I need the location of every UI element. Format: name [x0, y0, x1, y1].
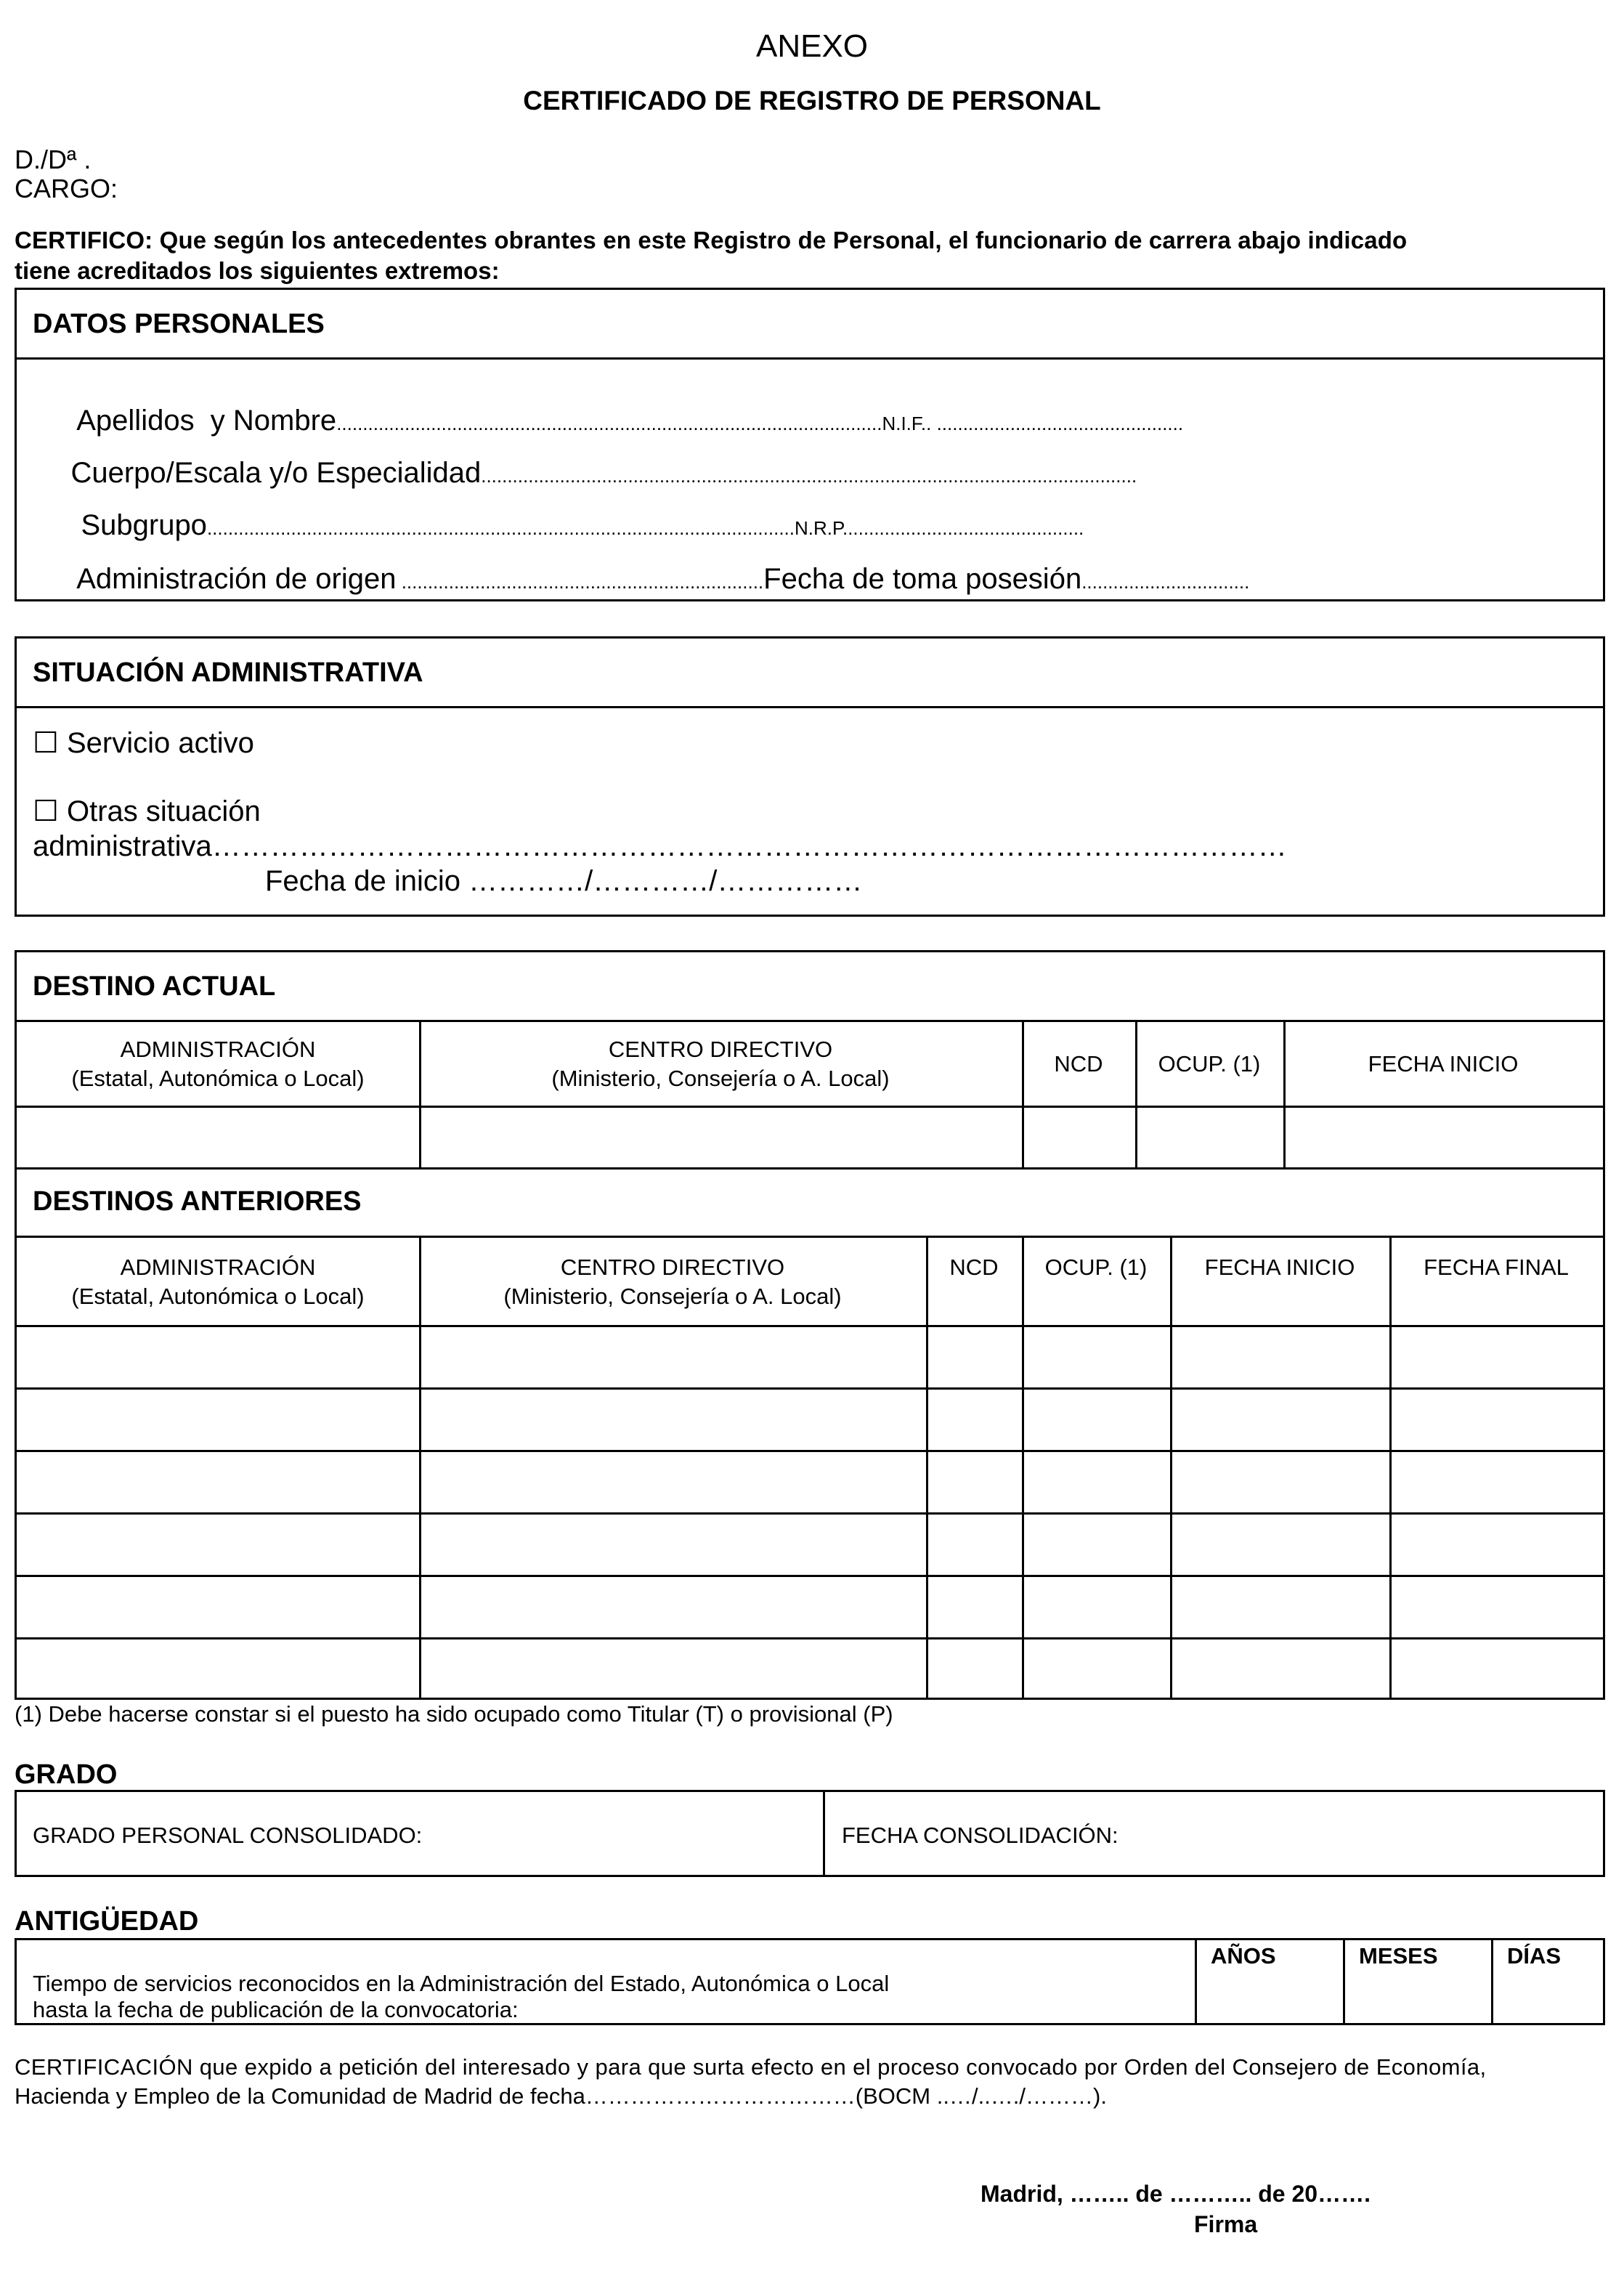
destinos-anteriores-row[interactable] — [17, 1577, 1603, 1637]
administracion-label: Administración de origen — [76, 563, 397, 595]
destino-actual-admin-cell[interactable] — [17, 1108, 419, 1167]
destino-actual-col-ncd: NCD — [1054, 1051, 1103, 1077]
destino-actual-title: DESTINO ACTUAL — [33, 971, 276, 1002]
dias-cell[interactable] — [1493, 1972, 1603, 2023]
nif-dots: ............................................... — [931, 413, 1184, 434]
col-line — [823, 1792, 825, 1875]
grado-personal-field[interactable]: GRADO PERSONAL CONSOLIDADO: — [33, 1823, 423, 1848]
certifico-line-1: CERTIFICO: Que según los antecedentes obrantes en este Registro de Personal, el funcionario de carrera abajo indicado — [15, 227, 1408, 254]
apellidos-dots: ........................................................................................................ — [336, 413, 882, 434]
otras-situacion-field[interactable]: administrativa………………………………………………………………………………………………… — [33, 830, 1287, 862]
destinos-anteriores-col-ocup: OCUP. (1) — [1044, 1254, 1148, 1280]
footnote: (1) Debe hacerse constar si el puesto ha sido ocupado como Titular (T) o provisional (P) — [15, 1701, 893, 1727]
destino-actual-col-fecha-inicio: FECHA INICIO — [1368, 1051, 1519, 1077]
servicio-activo-checkbox[interactable]: ☐ Servicio activo — [33, 727, 254, 759]
nrp-dots: .............................................. — [842, 517, 1084, 539]
certifico-line-2: tiene acreditados los siguientes extremos: — [15, 257, 500, 284]
meses-label: MESES — [1359, 1943, 1438, 1969]
cuerpo-label: Cuerpo/Escala y/o Especialidad — [70, 457, 482, 489]
grado-title: GRADO — [15, 1759, 118, 1790]
subgrupo-label: Subgrupo — [81, 509, 207, 541]
anos-cell[interactable] — [1197, 1972, 1343, 2023]
nif-label: N.I.F.. — [882, 413, 932, 434]
subgrupo-dots: ................................................................................................................ — [206, 517, 795, 539]
destino-actual-col-centro: CENTRO DIRECTIVO (Ministerio, Consejería o A. Local) — [551, 1037, 890, 1091]
cargo-label: CARGO: — [15, 174, 118, 203]
apellidos-label: Apellidos y Nombre — [76, 405, 337, 437]
datos-personales-section — [15, 288, 1605, 601]
lugar-fecha: Madrid, …….. de ……….. de 20……. — [981, 2181, 1371, 2207]
destino-actual-ocup-cell[interactable] — [1137, 1108, 1283, 1167]
destinos-anteriores-row[interactable] — [17, 1639, 1603, 1698]
administracion-dots: ..................................................................... — [396, 571, 764, 593]
fecha-inicio-field[interactable]: Fecha de inicio …………/…………/…………… — [265, 865, 863, 897]
document-title: CERTIFICADO DE REGISTRO DE PERSONAL — [523, 86, 1101, 115]
dias-label: DÍAS — [1507, 1943, 1562, 1969]
fecha-toma-dots: ................................ — [1081, 571, 1250, 593]
row-line — [17, 1167, 1603, 1170]
dd-label: D./Dª . — [15, 145, 92, 174]
destinos-anteriores-row[interactable] — [17, 1327, 1603, 1387]
fecha-consolidacion-field[interactable]: FECHA CONSOLIDACIÓN: — [842, 1823, 1118, 1848]
antiguedad-text-1: Tiempo de servicios reconocidos en la Administración del Estado, Autonómica o Local — [33, 1971, 890, 1996]
datos-personales-title: DATOS PERSONALES — [33, 309, 325, 339]
divider — [17, 357, 1603, 360]
nrp-label: N.R.P — [794, 517, 843, 539]
administracion-field[interactable] — [46, 535, 1249, 623]
situacion-title: SITUACIÓN ADMINISTRATIVA — [33, 657, 423, 688]
destino-actual-fecha-cell[interactable] — [1286, 1108, 1603, 1167]
destinos-anteriores-col-ncd: NCD — [949, 1254, 999, 1280]
destinos-anteriores-row[interactable] — [17, 1515, 1603, 1575]
destinos-anteriores-title: DESTINOS ANTERIORES — [33, 1186, 362, 1217]
certificacion-line-1: CERTIFICACIÓN que expido a petición del interesado y para que surta efecto en el proceso convocado por Orden del Consejero de Economía, — [15, 2054, 1487, 2080]
destino-actual-ncd-cell[interactable] — [1024, 1108, 1135, 1167]
cuerpo-dots: ............................................................................................................................. — [481, 465, 1137, 487]
certificacion-line-2: Hacienda y Empleo de la Comunidad de Madrid de fecha………………………………(BOCM ..…/..…./………). — [15, 2083, 1107, 2109]
destinos-anteriores-col-admin: ADMINISTRACIÓN (Estatal, Autonómica o Local) — [71, 1254, 365, 1309]
antiguedad-table — [15, 1938, 1605, 2025]
destinos-anteriores-col-fecha-final: FECHA FINAL — [1424, 1254, 1569, 1280]
fecha-toma-label: Fecha de toma posesión — [763, 563, 1082, 595]
destinos-anteriores-col-centro: CENTRO DIRECTIVO (Ministerio, Consejería o A. Local) — [503, 1254, 842, 1309]
destinos-anteriores-col-fecha-inicio: FECHA INICIO — [1204, 1254, 1355, 1280]
divider — [17, 1236, 1603, 1238]
otras-situacion-checkbox[interactable]: ☐ Otras situación — [33, 795, 261, 827]
destinos-section — [15, 950, 1605, 1700]
anos-label: AÑOS — [1211, 1943, 1276, 1969]
firma-label: Firma — [1194, 2211, 1258, 2237]
destino-actual-centro-cell[interactable] — [421, 1108, 1022, 1167]
divider — [17, 1020, 1603, 1022]
antiguedad-text-2: hasta la fecha de publicación de la convocatoria: — [33, 1997, 519, 2022]
divider — [17, 706, 1603, 708]
situacion-section — [15, 636, 1605, 917]
destino-actual-col-admin: ADMINISTRACIÓN (Estatal, Autonómica o Local) — [71, 1037, 365, 1091]
destino-actual-col-ocup: OCUP. (1) — [1158, 1051, 1261, 1077]
destinos-anteriores-row[interactable] — [17, 1390, 1603, 1450]
annex-label: ANEXO — [755, 28, 869, 64]
antiguedad-title: ANTIGÜEDAD — [15, 1906, 199, 1937]
destinos-anteriores-row[interactable] — [17, 1452, 1603, 1512]
meses-cell[interactable] — [1345, 1972, 1491, 2023]
grado-table — [15, 1790, 1605, 1877]
